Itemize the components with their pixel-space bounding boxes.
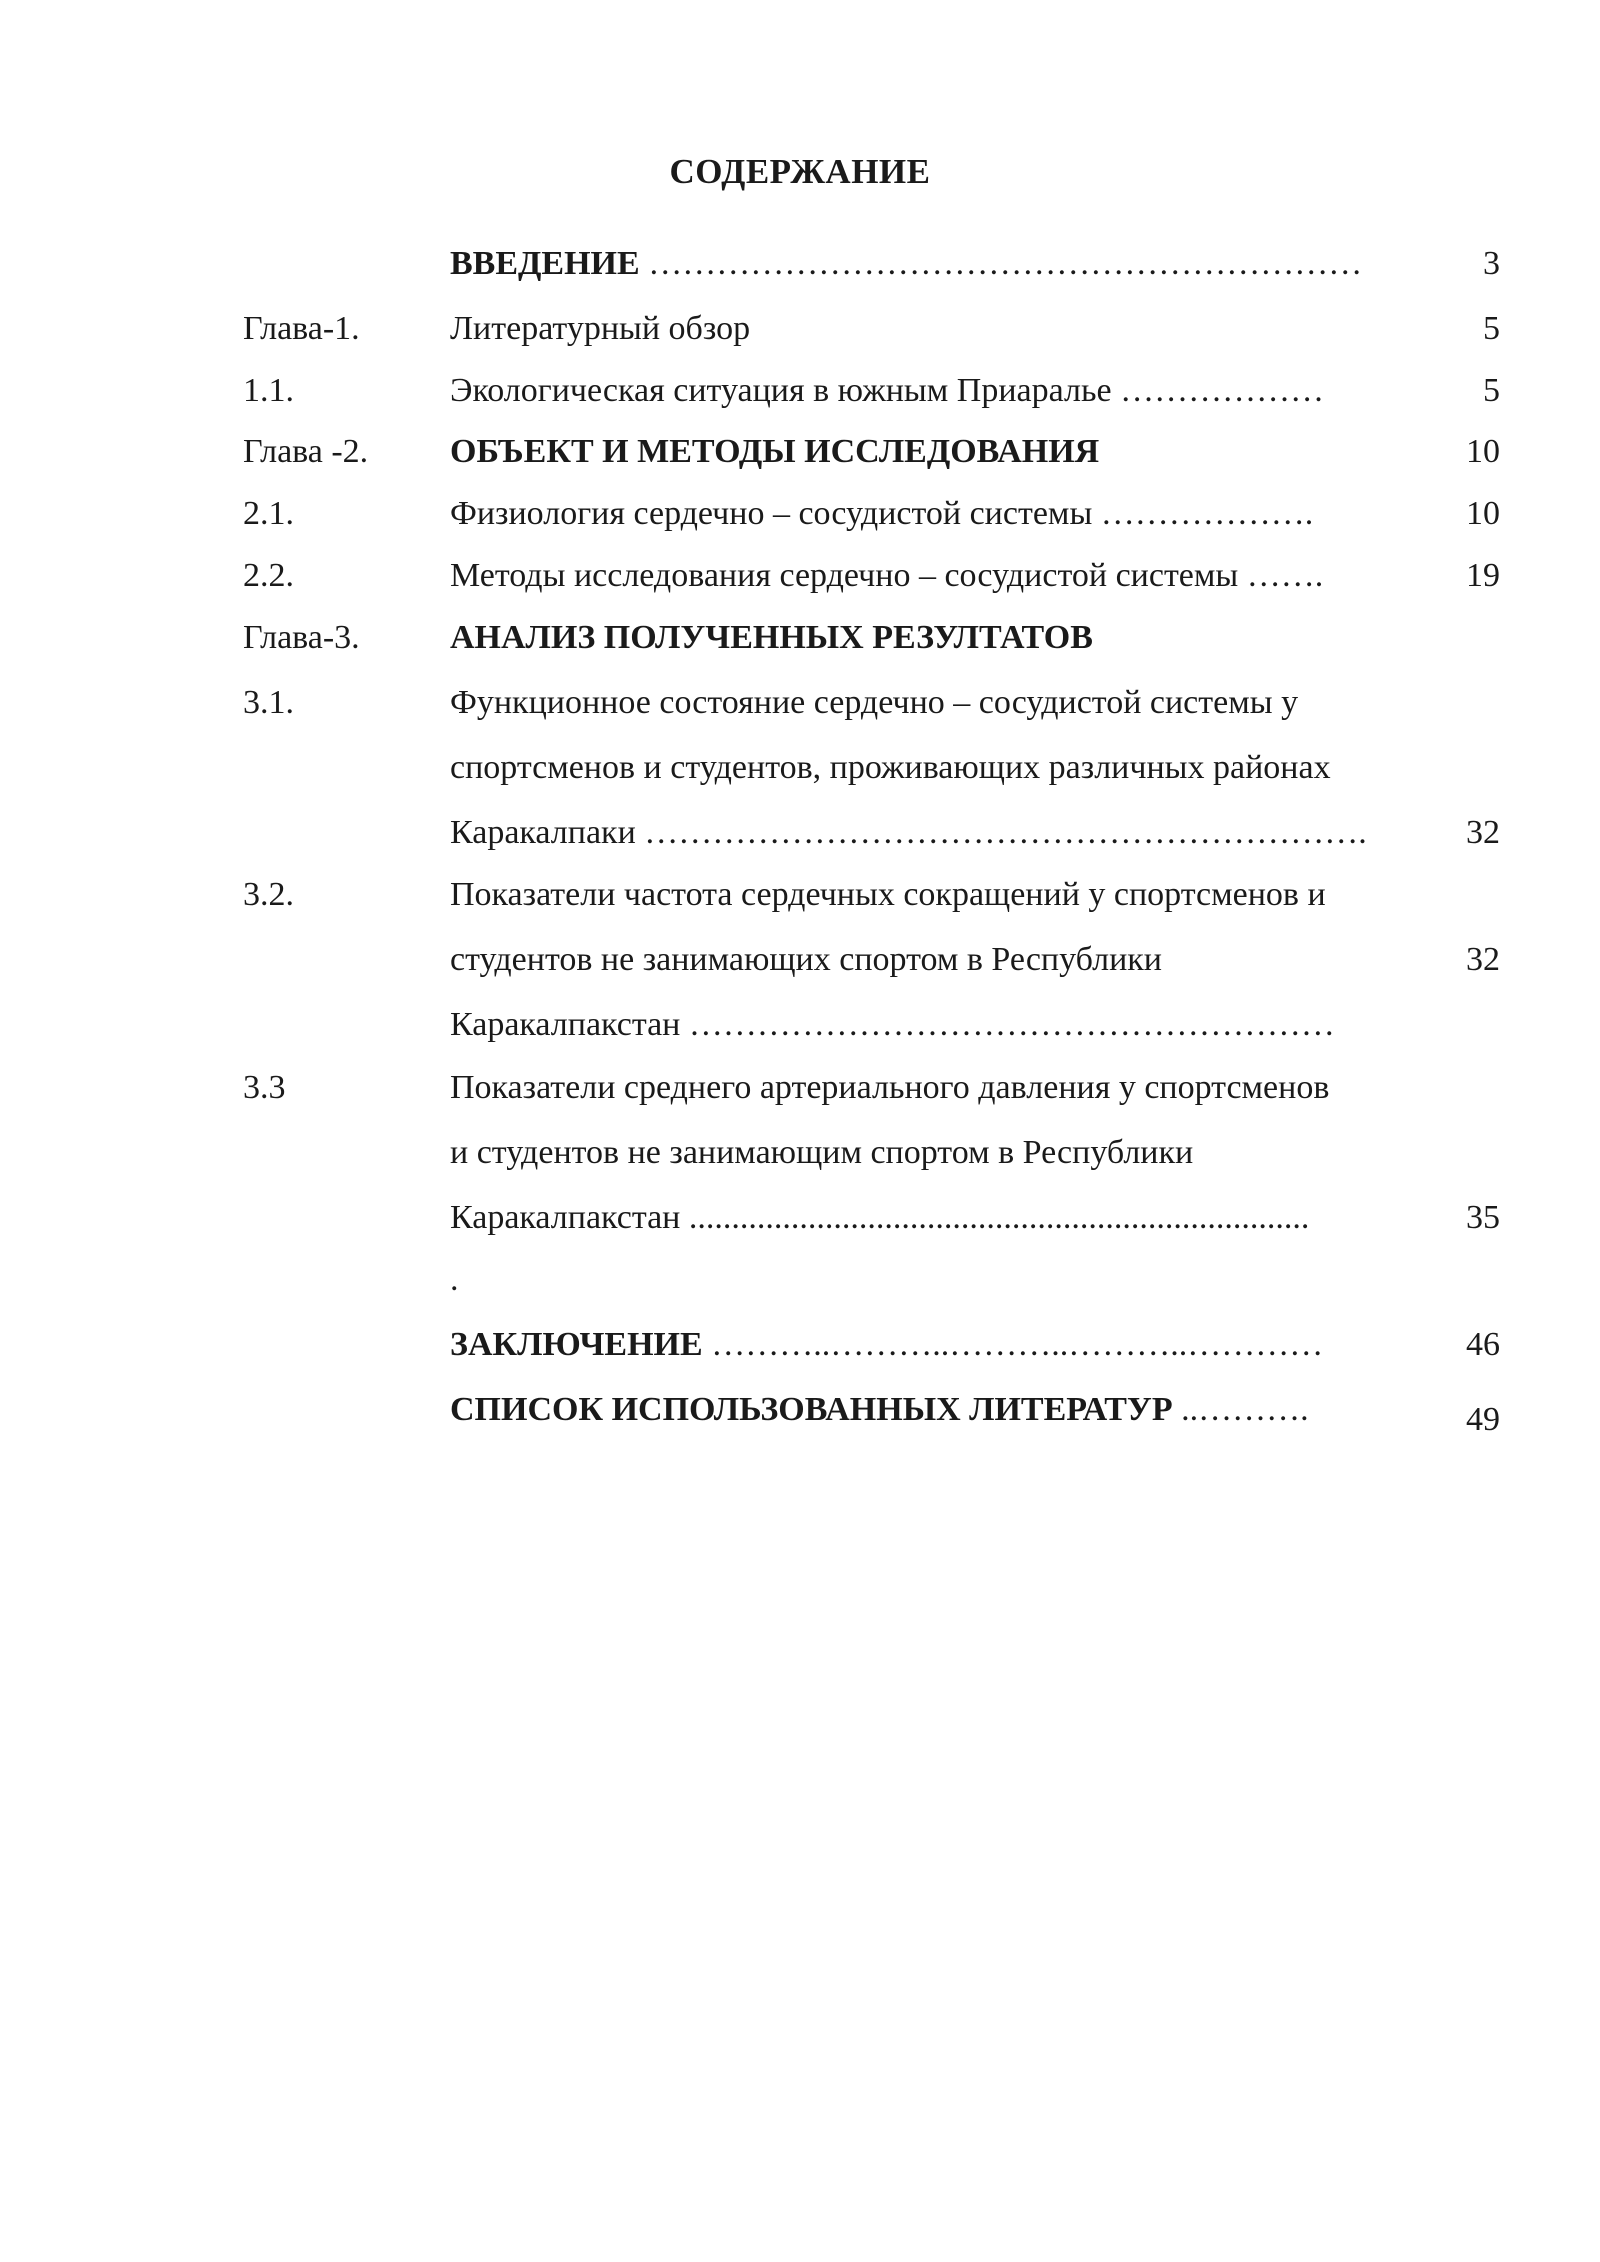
toc-entry-title: Физиология сердечно – сосудистой системы xyxy=(450,495,1093,532)
toc-entry-line: Каракалпаки ………………………………………………………. xyxy=(450,814,1367,851)
toc-leader-dots: ……………… xyxy=(1111,372,1325,409)
toc-leader-dots: ………..………..………..………..………… xyxy=(702,1326,1324,1363)
toc-page-number: 10 xyxy=(1466,495,1500,532)
toc-entry-introduction xyxy=(450,244,1362,284)
toc-title: СОДЕРЖАНИЕ xyxy=(669,152,931,191)
toc-chapter-number: Глава -2. xyxy=(243,433,369,470)
toc-leader-dots: ……………………………………………………… xyxy=(639,245,1363,282)
toc-page-number: 46 xyxy=(1466,1326,1500,1363)
toc-entry-line: и студентов не занимающим спортом в Республики xyxy=(450,1134,1194,1171)
toc-section-number: 2.1. xyxy=(243,495,294,532)
toc-page-number: 19 xyxy=(1466,557,1500,594)
toc-leader-dots: ……. xyxy=(1238,557,1324,594)
toc-chapter-number: Глава-1. xyxy=(243,310,360,347)
toc-page-number: 35 xyxy=(1466,1199,1500,1236)
toc-entry-research-methods xyxy=(450,556,1323,596)
toc-entry-line: Показатели частота сердечных сокращений у спортсменов и xyxy=(450,876,1326,913)
toc-page-number: 5 xyxy=(1483,310,1500,347)
toc-entry-results-analysis: АНАЛИЗ ПОЛУЧЕННЫХ РЕЗУЛТАТОВ xyxy=(450,619,1093,656)
toc-entry-title: Экологическая ситуация в южным Приаралье xyxy=(450,372,1112,409)
toc-section-number: 3.3 xyxy=(243,1069,286,1106)
toc-leader-dots: ………………. xyxy=(1092,495,1314,532)
toc-page-number: 3 xyxy=(1483,245,1500,282)
toc-entry-line: . xyxy=(450,1261,459,1298)
toc-entry-line: Каракалпакстан ......................................................................... xyxy=(450,1199,1310,1236)
toc-entry-physiology xyxy=(450,494,1313,534)
toc-section-number: 1.1. xyxy=(243,372,294,409)
toc-chapter-number: Глава-3. xyxy=(243,619,360,656)
toc-entry-title: Литературный обзор xyxy=(450,310,751,347)
toc-section-number: 3.1. xyxy=(243,684,294,721)
toc-entry-conclusion xyxy=(450,1325,1323,1365)
toc-leader-dots: ..………. xyxy=(1172,1391,1309,1428)
toc-page-number: 49 xyxy=(1466,1401,1500,1438)
toc-entry-literature-review xyxy=(450,309,750,349)
toc-entry-line: студентов не занимающих спортом в Республики xyxy=(450,941,1162,978)
toc-entry-line: Функционное состояние сердечно – сосудистой системы у xyxy=(450,684,1299,721)
toc-page-number: 10 xyxy=(1466,433,1500,470)
toc-page-number: 32 xyxy=(1466,814,1500,851)
toc-entry-line: Показатели среднего артериального давления у спортсменов xyxy=(450,1069,1330,1106)
toc-entry-objects-methods: ОБЪЕКТ И МЕТОДЫ ИССЛЕДОВАНИЯ xyxy=(450,433,1100,470)
toc-entry-title: ВВЕДЕНИЕ xyxy=(450,245,640,282)
toc-entry-title: ЗАКЛЮЧЕНИЕ xyxy=(450,1326,703,1363)
toc-entry-title: Методы исследования сердечно – сосудистой системы xyxy=(450,557,1239,594)
toc-entry-line: спортсменов и студентов, проживающих различных районах xyxy=(450,749,1331,786)
toc-entry-ecology xyxy=(450,371,1324,411)
toc-entry-references xyxy=(450,1390,1309,1430)
toc-entry-line: Каракалпакстан ………………………………………………… xyxy=(450,1006,1335,1043)
toc-section-number: 3.2. xyxy=(243,876,294,913)
toc-page-number: 32 xyxy=(1466,941,1500,978)
toc-page-number: 5 xyxy=(1483,372,1500,409)
toc-section-number: 2.2. xyxy=(243,557,294,594)
toc-entry-title: СПИСОК ИСПОЛЬЗОВАННЫХ ЛИТЕРАТУР xyxy=(450,1391,1173,1428)
